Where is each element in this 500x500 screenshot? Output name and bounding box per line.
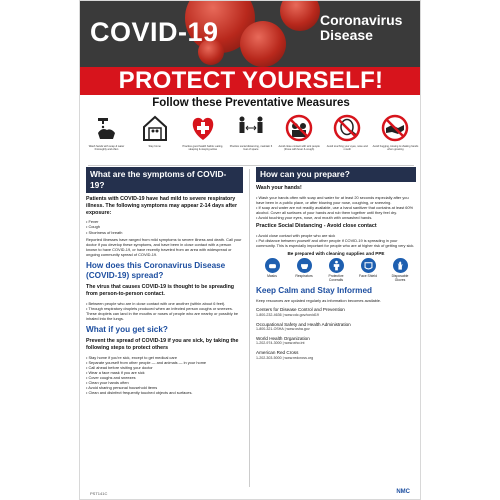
banner-subtitle-line2: Disease (320, 27, 373, 43)
no-handshake-icon (380, 113, 410, 143)
contact-name: Centers for Disease Control and Prevention (256, 307, 345, 313)
ppe-title: Be prepared with cleaning supplies and PPE (287, 251, 385, 257)
measure-caption: Avoid close contact with sick people (those with fever & cough) (278, 145, 320, 151)
informed-intro: Keep resources are updated regularly as information becomes available. (256, 298, 382, 304)
banner-title: COVID-19 (90, 17, 219, 47)
gloves-icon (393, 258, 408, 273)
distance-title: Practice Social Distancing - Avoid close contact (256, 223, 377, 230)
virus-illustration (240, 21, 286, 67)
list-item: • Fever (86, 219, 243, 224)
face-shield-icon (361, 258, 376, 273)
wash-list (256, 195, 416, 220)
social-distance-icon (236, 113, 266, 143)
measure-item (180, 113, 225, 161)
ppe-item (290, 258, 318, 282)
contact-line: 1-202-303-5000 | www.redcross.org (256, 355, 314, 360)
list-item: • Cover coughs and sneezes (86, 375, 243, 380)
measure-item (373, 113, 418, 161)
list-item: • Avoid sharing personal household items (86, 385, 243, 390)
list-item: • Stay home if you're sick, except to get medical care (86, 355, 243, 360)
measure-caption: Avoid touching your eyes, nose and mouth (326, 145, 368, 151)
informed-title: Keep Calm and Stay Informed (256, 286, 373, 296)
virus-illustration (280, 1, 320, 31)
coveralls-icon (329, 258, 344, 273)
list-item: • Wear a face mask if you are sick (86, 370, 243, 375)
list-item: • Between people who are in close contact with one another (within about 6 feet). (86, 301, 243, 306)
ppe-label: Respirators (295, 274, 313, 279)
respirator-icon (297, 258, 312, 273)
list-item: • Call ahead before visiting your doctor (86, 365, 243, 370)
list-item: • Put distance between yourself and other people if COVID-19 is spreading in your community. This is especially important for people who are at higher risk of getting very sick. (256, 238, 416, 248)
ppe-label: Protective Coveralls (328, 274, 344, 283)
column-divider (249, 169, 250, 487)
contact-name: American Red Cross (256, 350, 299, 355)
measure-caption: Wash hands with soap & water thoroughly and often (88, 145, 125, 151)
prepare-header: How can you prepare? (256, 167, 416, 182)
ppe-item (258, 258, 286, 282)
list-item: • If soap and water are not readily available, use a hand sanitizer that contains at least 60% alcohol. Cover all surfaces of your hands and rub them together until they feel dry. (256, 205, 416, 215)
right-column (256, 167, 416, 360)
covid-poster (79, 0, 421, 500)
measure-item (228, 113, 273, 161)
mask-icon (265, 258, 280, 273)
distance-list (256, 233, 416, 248)
list-item: • Shortness of breath (86, 230, 243, 235)
sick-title: What if you get sick? (86, 325, 168, 335)
symptoms-list (86, 219, 243, 234)
sick-intro: Prevent the spread of COVID-19 if you are sick, by taking the following steps to protect others (86, 338, 239, 351)
spread-list (86, 301, 243, 321)
divider (88, 165, 414, 166)
list-item: • Clean your hands often (86, 380, 243, 385)
measure-item (84, 113, 129, 161)
measure-caption: Stay home (148, 145, 161, 148)
poster-banner (80, 1, 421, 67)
contact-name: Occupational Safety and Health Administration (256, 321, 351, 327)
stay-home-icon (140, 113, 170, 143)
sick-list (86, 355, 243, 396)
contact-line: 1-800-232-4636 | www.cdc.gov/covid19 (256, 313, 319, 318)
ppe-item (386, 258, 414, 282)
wash-title: Wash your hands! (256, 185, 302, 191)
contact-name: World Health Organization (256, 335, 310, 341)
symptoms-intro: Patients with COVID-19 have had mild to severe respiratory illness. The following symptoms may appear 2-14 days after exposure: (86, 196, 238, 216)
list-item: • Separate yourself from other people — and animals — in your home (86, 360, 243, 365)
product-code: PST141C (90, 491, 108, 496)
banner-subtitle (320, 13, 402, 43)
list-item: • Clean and disinfect frequently touched objects and surfaces. (86, 390, 243, 395)
spread-title: How does this Coronavirus Disease (COVID-19) spread? (86, 261, 226, 281)
ppe-label: Masks (267, 274, 277, 279)
measure-item (277, 113, 322, 161)
no-face-touch-icon (332, 113, 362, 143)
measure-caption: Practice good health habits: eating, sleeping & staying active (182, 145, 224, 151)
contact-line: 1-202-974-3000 | www.who.int (256, 341, 305, 346)
handwash-icon (92, 113, 122, 143)
measure-caption: Practice social distancing, maintain 6 feet of space (229, 145, 273, 151)
brand-logo: NMC (396, 489, 410, 495)
ppe-label: Disposable Gloves (391, 274, 409, 283)
spread-intro: The virus that causes COVID-19 is thought to be spreading from person-to-person contact. (86, 284, 235, 297)
measure-item (325, 113, 370, 161)
contact-line: 1-800-321-OSHA | www.osha.gov (256, 327, 310, 332)
ppe-item (354, 258, 382, 282)
left-column (86, 167, 243, 397)
no-contact-icon (284, 113, 314, 143)
measures-heading: Follow these Preventative Measures (152, 97, 350, 109)
measure-item (132, 113, 177, 161)
ppe-label: Face Shield (359, 274, 377, 279)
list-item: • Through respiratory droplets produced when an infected person coughs or sneezes. These droplets can land in the mouths or noses of people who are nearby or possibly be inhaled into the lungs. (86, 306, 243, 321)
ppe-item (322, 258, 350, 282)
symptoms-header: What are the symptoms of COVID-19? (86, 167, 243, 193)
protect-yourself-banner: PROTECT YOURSELF! (80, 67, 421, 95)
list-item: • Wash your hands often with soap and water for at least 20 seconds especially after you have been in a public place, or after blowing your nose, coughing, or sneezing. (256, 195, 416, 205)
list-item: • Cough (86, 224, 243, 229)
ppe-row (256, 258, 416, 282)
list-item: • Avoid touching your eyes, nose, and mouth with unwashed hands. (256, 215, 416, 220)
banner-subtitle-line1: Coronavirus (320, 12, 403, 28)
measures-row (84, 113, 418, 161)
measure-caption: Avoid hugging, kissing & shaking hands when greeting (372, 145, 419, 151)
health-cross-icon (188, 113, 218, 143)
list-item: • Avoid close contact with people who are sick (256, 233, 416, 238)
symptoms-body: Reported illnesses have ranged from mild symptoms to severe illness and death. Call your doctor if you develop these symptoms, and have been in close contact with a person known to have COVID-19, or have recently traveled from an area with widespread or ongoing community spread of COVID-19. (86, 236, 242, 257)
